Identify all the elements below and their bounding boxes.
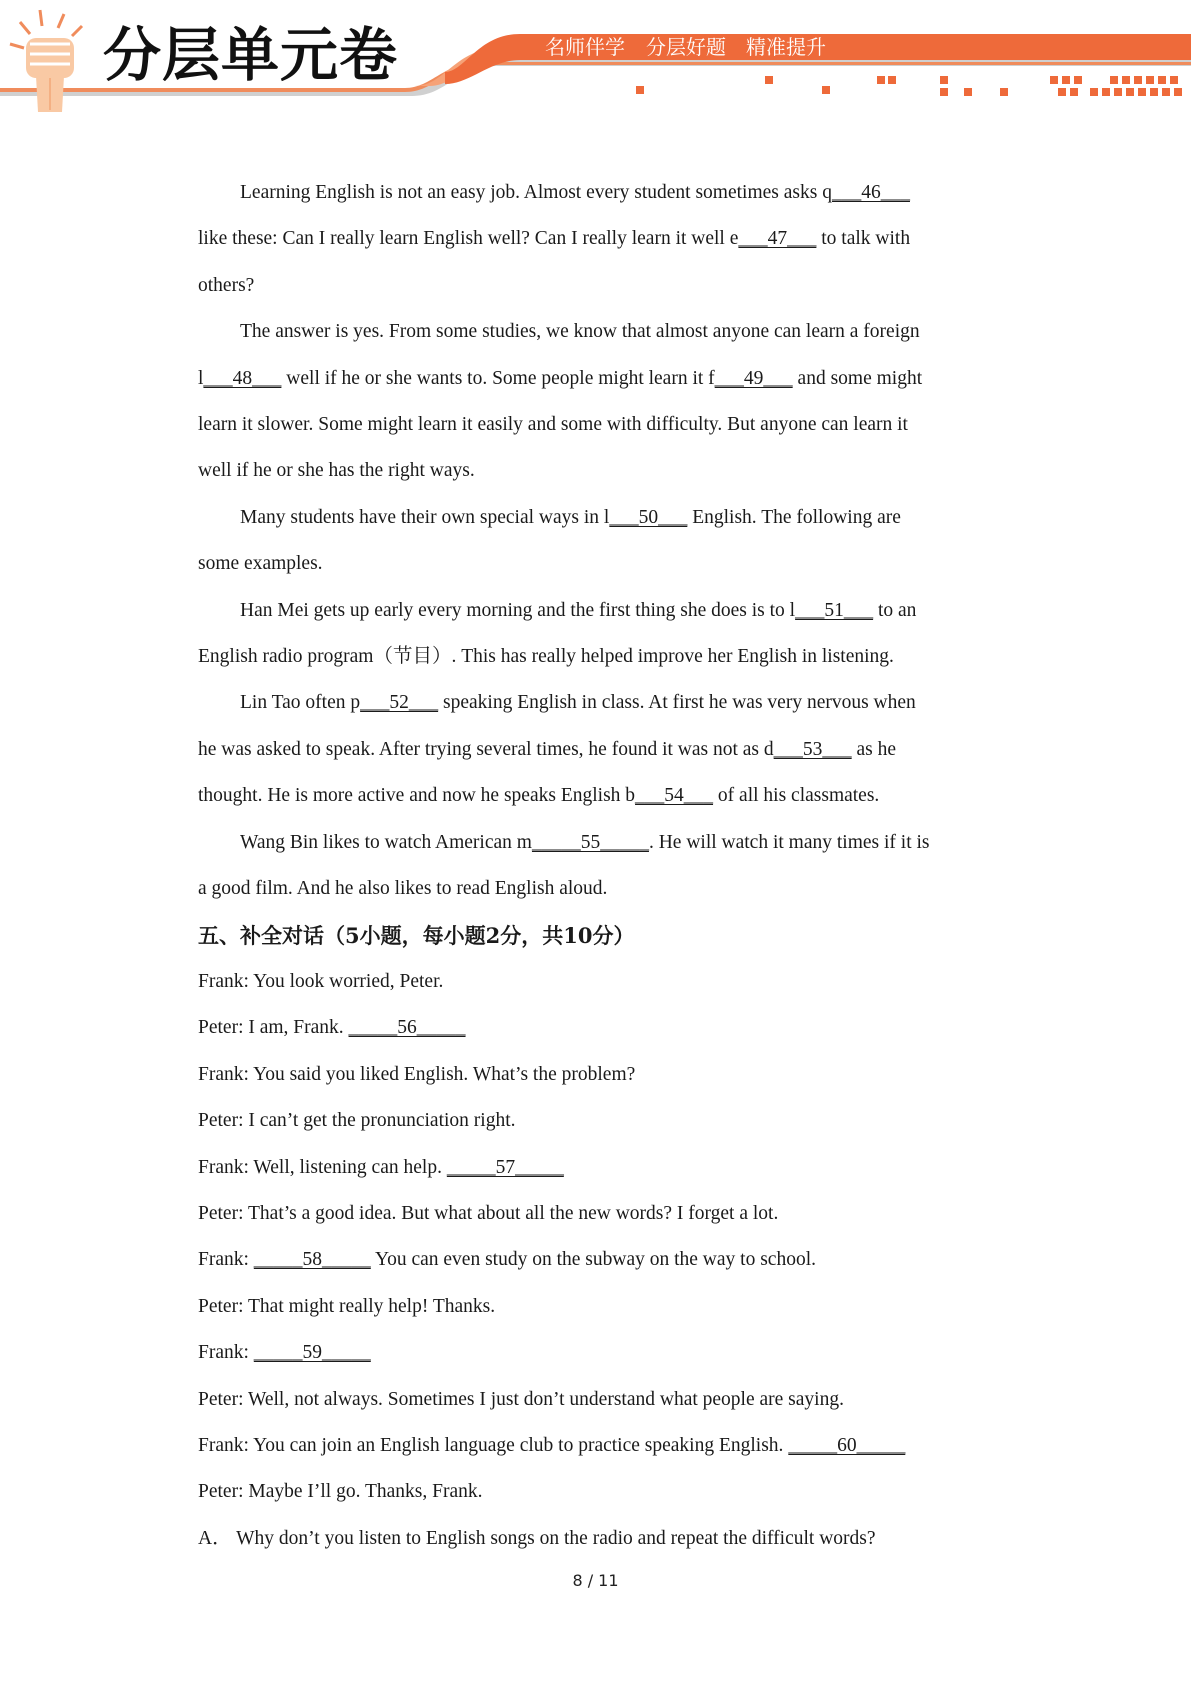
page-content — [198, 170, 988, 1562]
text-segment: Han Mei gets up early every morning and the first thing she does is to l — [240, 599, 796, 621]
cloze-passage — [198, 170, 988, 913]
answer-blank: ___50___ — [609, 506, 688, 528]
dialogue-line — [198, 1098, 988, 1144]
answer-blank: _____57_____ — [446, 1156, 564, 1178]
text-segment: and some might — [792, 367, 923, 389]
text-segment: Peter: Maybe I’ll go. Thanks, Frank. — [198, 1481, 483, 1503]
fist-logo-icon — [10, 10, 82, 112]
text-segment: as he — [851, 738, 897, 760]
text-segment: l — [198, 367, 204, 389]
text-segment: Frank: — [198, 1342, 254, 1364]
text-segment: learn it slower. Some might learn it easily and some with difficulty. But anyone can learn it — [198, 414, 908, 436]
text-segment: English. The following are — [687, 506, 901, 528]
text-segment: Frank: You can join an English language club to practice speaking English. — [198, 1434, 789, 1456]
text-segment: Frank: Well, listening can help. — [198, 1156, 447, 1178]
dialogue-line — [198, 1145, 988, 1191]
section-title: 五、补全对话（5小题，每小题2分，共10分） — [198, 922, 635, 948]
passage-line — [198, 680, 988, 726]
dialogue-line — [198, 1423, 988, 1469]
text-segment: You can even study on the subway on the way to school. — [370, 1249, 816, 1271]
passage-line — [198, 170, 988, 216]
dialogue-line — [198, 1516, 988, 1562]
dialogue-line — [198, 1191, 988, 1237]
passage-line — [198, 588, 988, 634]
answer-blank: _____60_____ — [788, 1434, 906, 1456]
text-segment: Peter: That might really help! Thanks. — [198, 1295, 496, 1317]
text-segment: like these: Can I really learn English well? Can I really learn it well e — [198, 228, 739, 250]
text-segment: Frank: — [198, 1249, 254, 1271]
text-segment: Peter: I can’t get the pronunciation right. — [198, 1110, 516, 1132]
answer-blank: ___53___ — [773, 738, 852, 760]
passage-line — [198, 773, 988, 819]
decorative-squares — [636, 76, 1182, 96]
passage-line — [198, 727, 988, 773]
answer-blank: _____55_____ — [531, 831, 649, 853]
text-segment: Peter: I am, Frank. — [198, 1017, 349, 1039]
text-segment: Learning English is not an easy job. Almost every student sometimes asks q — [240, 182, 832, 203]
passage-line — [198, 541, 988, 587]
text-segment: A． Why don’t you listen to English songs on the radio and repeat the difficult words? — [198, 1527, 876, 1549]
text-segment: thought. He is more active and now he speaks English b — [198, 785, 636, 807]
text-segment: Lin Tao often p — [240, 692, 361, 714]
text-segment: well if he or she wants to. Some people might learn it f — [281, 367, 715, 389]
text-segment: well if he or she has the right ways. — [198, 460, 475, 482]
dialogue-line — [198, 1237, 988, 1283]
passage-line — [198, 495, 988, 541]
passage-line — [198, 866, 988, 912]
text-segment: Frank: You look worried, Peter. — [198, 970, 444, 992]
dialogue-line — [198, 1005, 988, 1051]
text-segment: Peter: That’s a good idea. But what about all the new words? I forget a lot. — [198, 1202, 779, 1224]
dialogue-line — [198, 1284, 988, 1330]
dialogue-line — [198, 1469, 988, 1515]
text-segment: Frank: You said you liked English. What’s the problem? — [198, 1063, 636, 1085]
page-header — [0, 0, 1191, 120]
answer-blank: ___52___ — [360, 692, 439, 714]
slogan-2: 分层好题 — [646, 35, 726, 59]
answer-blank: ___47___ — [738, 228, 817, 250]
text-segment: others? — [198, 274, 255, 296]
answer-blank: _____58_____ — [253, 1249, 371, 1271]
passage-line — [198, 309, 988, 355]
dialogue-line — [198, 1052, 988, 1098]
answer-blank: ___51___ — [795, 599, 874, 621]
answer-blank: ___54___ — [635, 785, 714, 807]
dialogue-line — [198, 959, 988, 1005]
passage-line — [198, 356, 988, 402]
text-segment: . He will watch it many times if it is — [648, 831, 930, 853]
passage-line — [198, 820, 988, 866]
answer-blank: ___46___ — [831, 182, 910, 203]
answer-blank: ___48___ — [203, 367, 282, 389]
dialogue — [198, 959, 988, 1562]
slogan-3: 精准提升 — [746, 35, 826, 59]
passage-line — [198, 263, 988, 309]
passage-line — [198, 216, 988, 262]
answer-blank: _____59_____ — [253, 1342, 371, 1364]
text-segment: Peter: Well, not always. Sometimes I just don’t understand what people are saying. — [198, 1388, 844, 1410]
text-segment: Wang Bin likes to watch American m — [240, 831, 532, 853]
text-segment: a good film. And he also likes to read English aloud. — [198, 878, 608, 900]
text-segment: of all his classmates. — [713, 785, 880, 807]
text-segment: to talk with — [816, 228, 911, 250]
dialogue-line — [198, 1377, 988, 1423]
text-segment: The answer is yes. From some studies, we know that almost anyone can learn a foreign — [240, 321, 920, 343]
dialogue-line — [198, 1330, 988, 1376]
passage-line — [198, 634, 988, 680]
passage-line — [198, 448, 988, 494]
passage-line — [198, 402, 988, 448]
text-segment: some examples. — [198, 553, 323, 575]
text-segment: to an — [873, 599, 917, 621]
brand-title: 分层单元卷 — [103, 21, 399, 89]
page-number: 8 / 11 — [572, 1571, 619, 1590]
answer-blank: _____56_____ — [348, 1017, 466, 1039]
text-segment: speaking English in class. At first he was very nervous when — [438, 692, 916, 714]
text-segment: English radio program（节目）. This has really helped improve her English in listening. — [198, 646, 894, 668]
answer-blank: ___49___ — [714, 367, 793, 389]
text-segment: Many students have their own special ways in l — [240, 506, 610, 528]
slogan-1: 名师伴学 — [545, 35, 625, 59]
text-segment: he was asked to speak. After trying several times, he found it was not as d — [198, 738, 774, 760]
